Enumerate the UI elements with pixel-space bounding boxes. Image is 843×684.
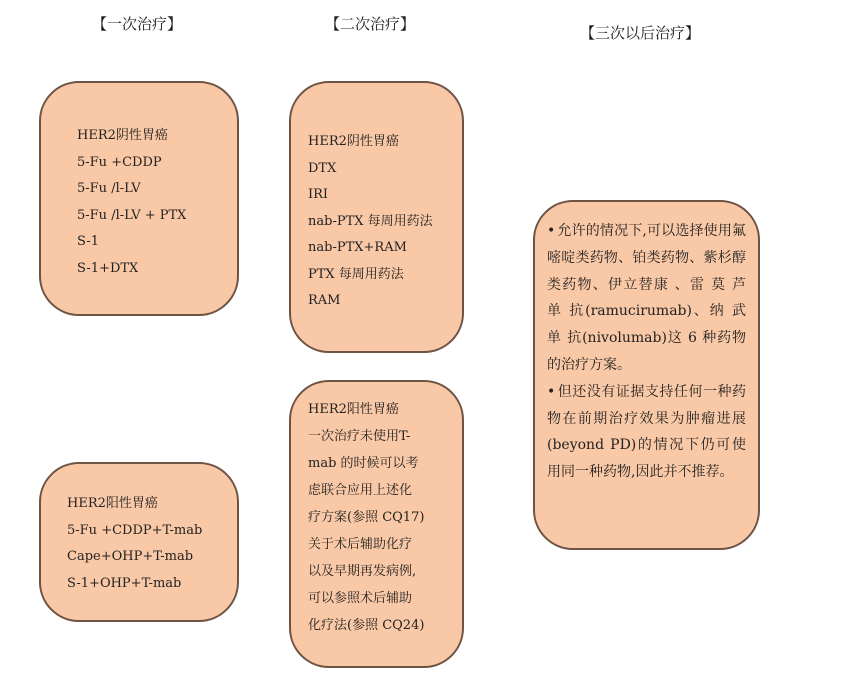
note-line: mab 的时候可以考 xyxy=(308,456,419,471)
third-line-paragraph-2 xyxy=(547,379,746,486)
box-title: HER2阳性胃癌 xyxy=(67,496,158,511)
heading-third-line: 【三次以后治疗】 xyxy=(580,24,701,42)
regimen-item: PTX 每周用药法 xyxy=(308,266,404,282)
regimen-item: IRI xyxy=(308,187,329,202)
bullet-icon: • xyxy=(547,223,556,239)
regimen-item: S-1 xyxy=(77,234,100,249)
regimen-item: RAM xyxy=(308,293,341,308)
bullet-icon: • xyxy=(547,383,556,400)
box-title: HER2阴性胃癌 xyxy=(77,128,168,143)
regimen-item: 5-Fu /l-LV + PTX xyxy=(77,207,187,223)
regimen-item: 5-Fu +CDDP+T-mab xyxy=(67,522,203,538)
paragraph-text: 允许的情况下,可以选择使用氟嘧啶类药物、铂类药物、紫杉醇类药物、伊立替康 、雷 莫 芦 单 抗(ramucirumab)、纳 武 单 抗(nivolumab)这 6 种药物的治疗方案。 xyxy=(547,223,746,373)
box-second-line-her2-positive xyxy=(289,380,464,668)
regimen-item: nab-PTX 每周用药法 xyxy=(308,213,433,229)
regimen-item: S-1+OHP+T-mab xyxy=(67,575,182,591)
note-line: 以及早期再发病例, xyxy=(308,564,417,579)
regimen-item: nab-PTX+RAM xyxy=(308,240,407,255)
heading-first-line: 【一次治疗】 xyxy=(92,15,183,33)
box-first-line-her2-positive xyxy=(39,462,239,622)
heading-second-line: 【二次治疗】 xyxy=(325,15,416,33)
paragraph-text: 但还没有证据支持任何一种药物在前期治疗效果为肿瘤进展(beyond PD)的情况下仍可使用同一种药物,因此并不推荐。 xyxy=(547,383,746,481)
note-line: 化疗法(参照 CQ24) xyxy=(308,618,425,633)
box-title: HER2阳性胃癌 xyxy=(308,402,399,417)
box-third-line xyxy=(533,200,760,550)
note-line: 可以参照术后辅助 xyxy=(308,591,413,606)
regimen-item: 5-Fu +CDDP xyxy=(77,154,162,170)
box-second-line-her2-negative xyxy=(289,81,464,353)
note-line: 关于术后辅助化疗 xyxy=(308,537,413,552)
note-line: 疗方案(参照 CQ17) xyxy=(308,510,425,525)
third-line-paragraph-1 xyxy=(547,218,746,379)
note-line: 虑联合应用上述化 xyxy=(308,483,413,498)
note-line: 一次治疗未使用T- xyxy=(308,429,411,444)
regimen-item: 5-Fu /l-LV xyxy=(77,181,141,196)
regimen-item: S-1+DTX xyxy=(77,260,139,276)
regimen-item: Cape+OHP+T-mab xyxy=(67,549,194,564)
box-title: HER2阴性胃癌 xyxy=(308,134,399,149)
box-first-line-her2-negative xyxy=(39,81,239,316)
regimen-item: DTX xyxy=(308,160,337,176)
